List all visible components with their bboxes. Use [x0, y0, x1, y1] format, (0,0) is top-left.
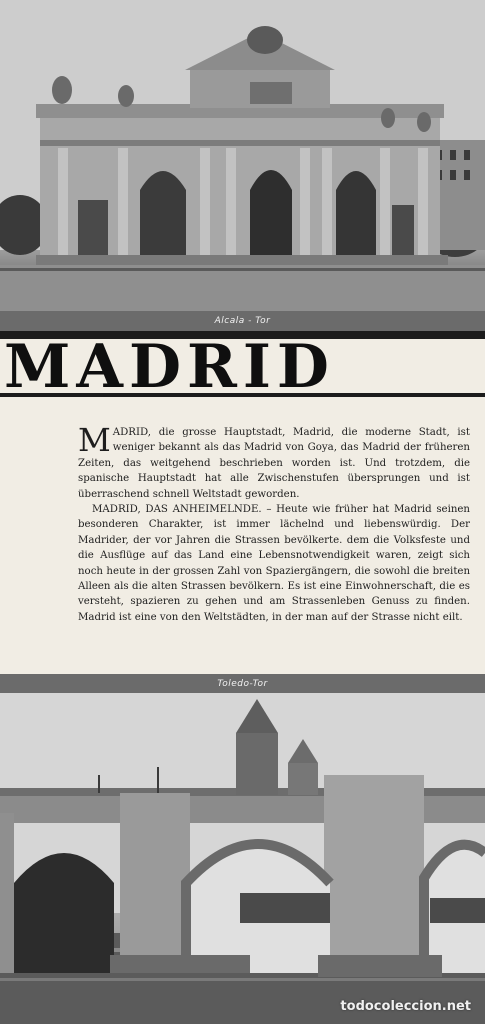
toledo-bridge-photo [0, 693, 485, 1024]
paragraph-1-text: ADRID, die grosse Hauptstadt, Madrid, die moderne Stadt, ist weniger bekannt als das Madrid von Goya, das Madrid der früheren Zeiten, das weitgehend beschrieben worden ist. Und trotzdem, die spanische Hauptstadt hat alle Zwischenstufen übersprungen und ist überraschend schnell Weltstadt geworden. [78, 427, 470, 500]
toledo-bridge-illustration [0, 693, 485, 1024]
article-text [78, 421, 470, 625]
paragraph-2: MADRID, DAS ANHEIMELNDE. – Heute wie früher hat Madrid seinen besonderen Charakter, ist immer lächelnd und liebenswürdig. Der Madrider, der vor Jahren die Strassen bevölkerte. dem die Volksfeste und die Ausflüge auf das Land eine Lebensnotwendigkeit waren, zeigt sich noch heute in der grossen Zahl von Spaziergängern, die sowohl die breiten Alleen als die alten Strassen bevölkern. Es ist eine Einwohnerschaft, die es versteht, spazieren zu gehen und am Strassenleben Genuss zu finden. Madrid ist eine von den Weltstädten, in der man auf der Strasse nicht eilt. [78, 504, 470, 623]
watermark: todocoleccion.net [340, 999, 471, 1014]
dropcap: M [78, 421, 111, 459]
paragraph-1 [78, 421, 470, 502]
page-title: MADRID [4, 332, 335, 402]
bottom-photo-caption: Toledo-Tor [0, 674, 485, 694]
title-band [0, 331, 485, 402]
top-photo-caption: Alcala - Tor [0, 311, 485, 331]
alcala-gate-illustration [0, 0, 485, 311]
alcala-gate-photo [0, 0, 485, 311]
